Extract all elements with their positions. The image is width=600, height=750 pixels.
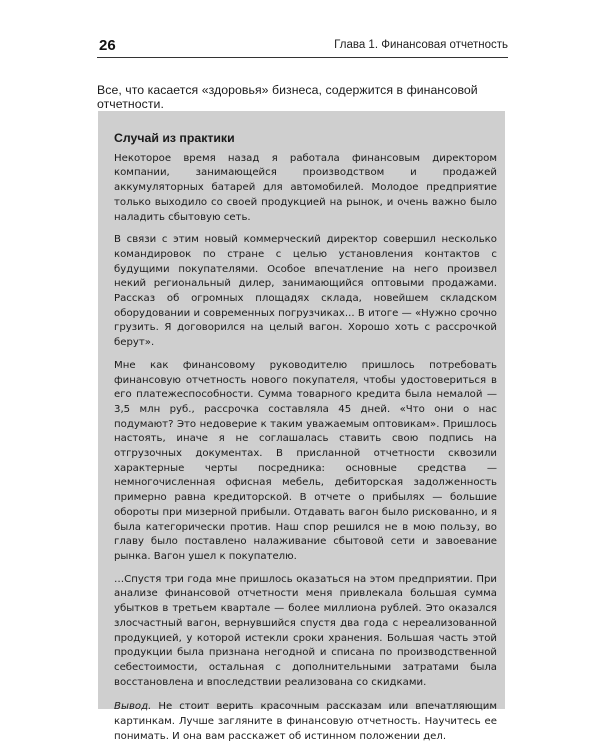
lead-sentence: Все, что касается «здоровья» бизнеса, содержится в финансовой отчетности. [97, 83, 478, 111]
conclusion-text: Не стоит верить красочным рассказам или впечатляющим картинкам. Лучше загляните в финансовую отчетность. Научитесь ее понимать. И она вам расскажет об истинном положении дел. [114, 701, 497, 742]
conclusion-paragraph [114, 700, 497, 744]
case-paragraph-3: Мне как финансовому руководителю пришлось потребовать финансовую отчетность нового покупателя, чтобы удостовериться в его платежеспособности. Сумма товарного кредита была немалой — 3,5 млн руб., рассрочка составляла 45 дней. «Что они о нас подумают? Это недоверие к таким уважаемым оптовикам». Пришлось настоять, иначе я не соглашалась ставить свою подпись на отгрузочных документах. В присланной отчетности сквозили характерные черты посредника: основные средства — немногочисленная офисная мебель, дебиторская задолженность примерно равна кредиторской. В отчете о прибылях — большие обороты при мизерной прибыли. Отдавать вагон было рискованно, и я была категорически против. Наш спор решился не в мою пользу, во главу было поставлено налаживание сбытовой сети и завоевание рынка. Вагон ушел к покупателю. [114, 359, 497, 562]
conclusion-label: Вывод. [114, 701, 152, 713]
case-study-box [98, 111, 505, 742]
case-study-title: Случай из практики [114, 131, 235, 145]
case-paragraph-2: В связи с этим новый коммерческий директор совершил несколько командировок по стране с целью установления контактов с будущими покупателями. Особое впечатление на него произвел некий региональный дилер, занимающийся оптовыми продажами. Рассказ об огромных площадях склада, новейшем складском оборудовании и современных погрузчиках... В итоге — «Нужно срочно грузить. Я договорился на целый вагон. Хорошо хоть с рассрочкой берут». [114, 234, 497, 349]
page-number: 26 [99, 37, 116, 54]
case-paragraph-4: …Спустя три года мне пришлось оказаться на этом предприятии. При анализе финансовой отчетности меня привлекала большая сумма убытков в третьем квартале — более миллиона рублей. Это оказался злосчастный вагон, вернувшийся спустя два года с нереализованной продукцией, у которой истекли сроки хранения. Большая часть этой продукции была признана негодной и списана по производственной себестоимости, остальная с дополнительными затратами была восстановлена и впоследствии реализована со скидками. [114, 573, 497, 688]
case-paragraph-1: Некоторое время назад я работала финансовым директором компании, занимающейся производством и продажей аккумуляторных батарей для автомобилей. Молодое предприятие только выходило со своей продукцией на рынок, и очень важно было наладить сбытовую сеть. [114, 152, 497, 223]
chapter-title: Глава 1. Финансовая отчетность [334, 39, 508, 51]
header-divider [97, 57, 508, 58]
